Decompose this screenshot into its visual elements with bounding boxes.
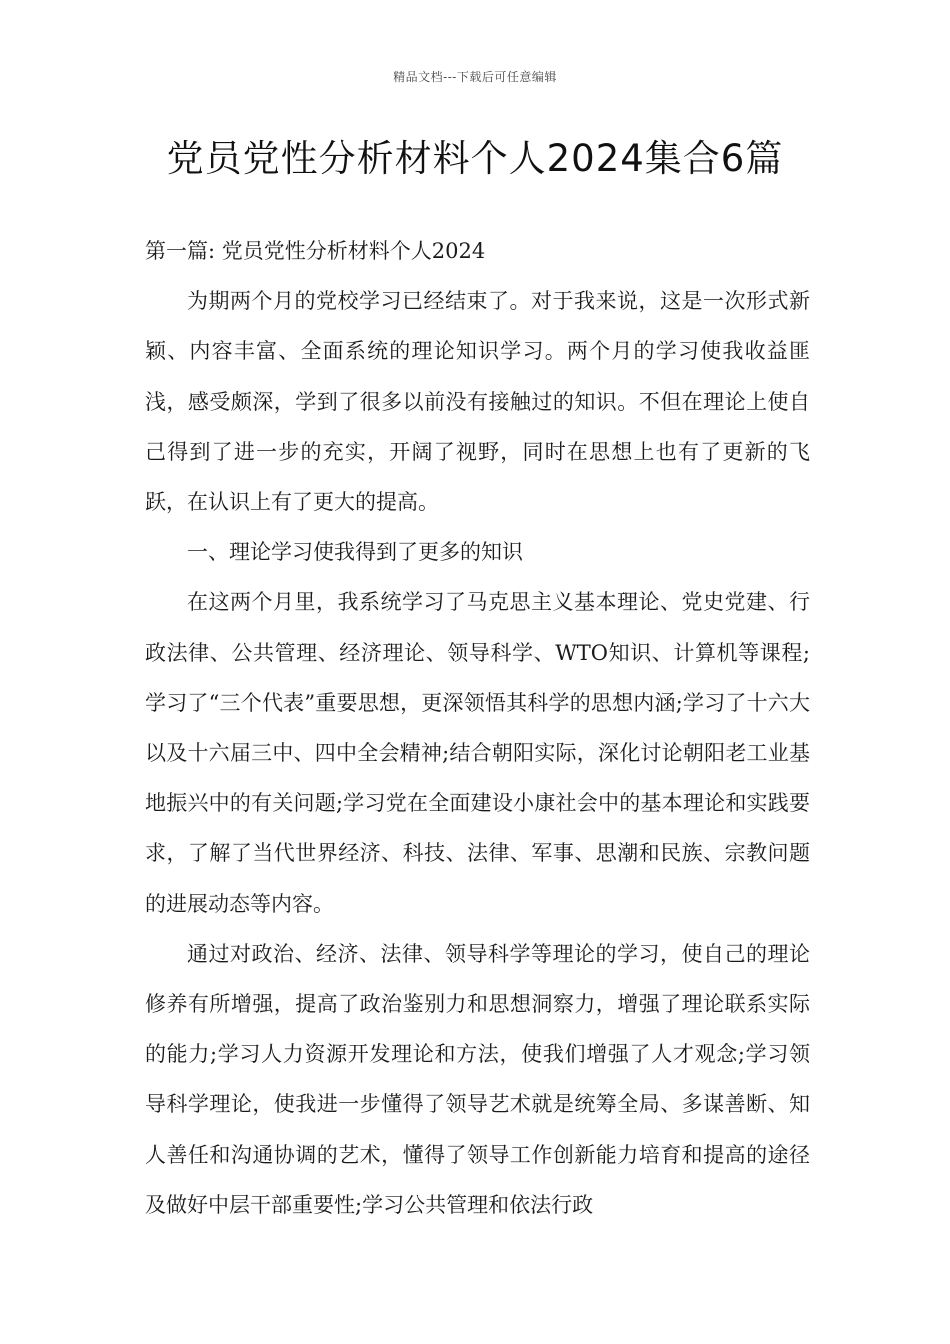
section-heading-theory: 一、理论学习使我得到了更多的知识 — [187, 540, 523, 565]
document-title: 党员党性分析材料个人2024集合6篇 — [166, 137, 784, 180]
part-heading: 第一篇: 党员党性分析材料个人2024 — [145, 239, 486, 263]
paragraph-courses: 在这两个月里，我系统学习了马克思主义基本理论、党史党建、行政法律、公共管理、经济理论、领导科学、WTO知识、计算机等课程;学习了“三个代表”重要思想，更深领悟其科学的思想内涵;学习了十六大以及十六届三中、四中全会精神;结合朝阳实际，深化讨论朝阳老工业基地振兴中的有关问题;学习党在全面建设小康社会中的基本理论和实践要求，了解了当代世界经济、科技、法律、军事、思潮和民族、宗教问题的进展动态等内容。 — [145, 590, 810, 916]
paragraph-outcomes: 通过对政治、经济、法律、领导科学等理论的学习，使自己的理论修养有所增强，提高了政治鉴别力和思想洞察力，增强了理论联系实际的能力;学习人力资源开发理论和方法，使我们增强了人才观念;学习领导科学理论，使我进一步懂得了领导艺术就是统筹全局、多谋善断、知人善任和沟通协调的艺术，懂得了领导工作创新能力培育和提高的途径及做好中层干部重要性;学习公共管理和依法行政 — [145, 941, 810, 1217]
page-header-note: 精品文档---下载后可任意编辑 — [393, 70, 557, 84]
paragraph-intro: 为期两个月的党校学习已经结束了。对于我来说，这是一次形式新颖、内容丰富、全面系统的理论知识学习。两个月的学习使我收益匪浅，感受颇深，学到了很多以前没有接触过的知识。不但在理论上使自己得到了进一步的充实，开阔了视野，同时在思想上也有了更新的飞跃，在认识上有了更大的提高。 — [145, 289, 810, 515]
document-body — [145, 226, 810, 1230]
